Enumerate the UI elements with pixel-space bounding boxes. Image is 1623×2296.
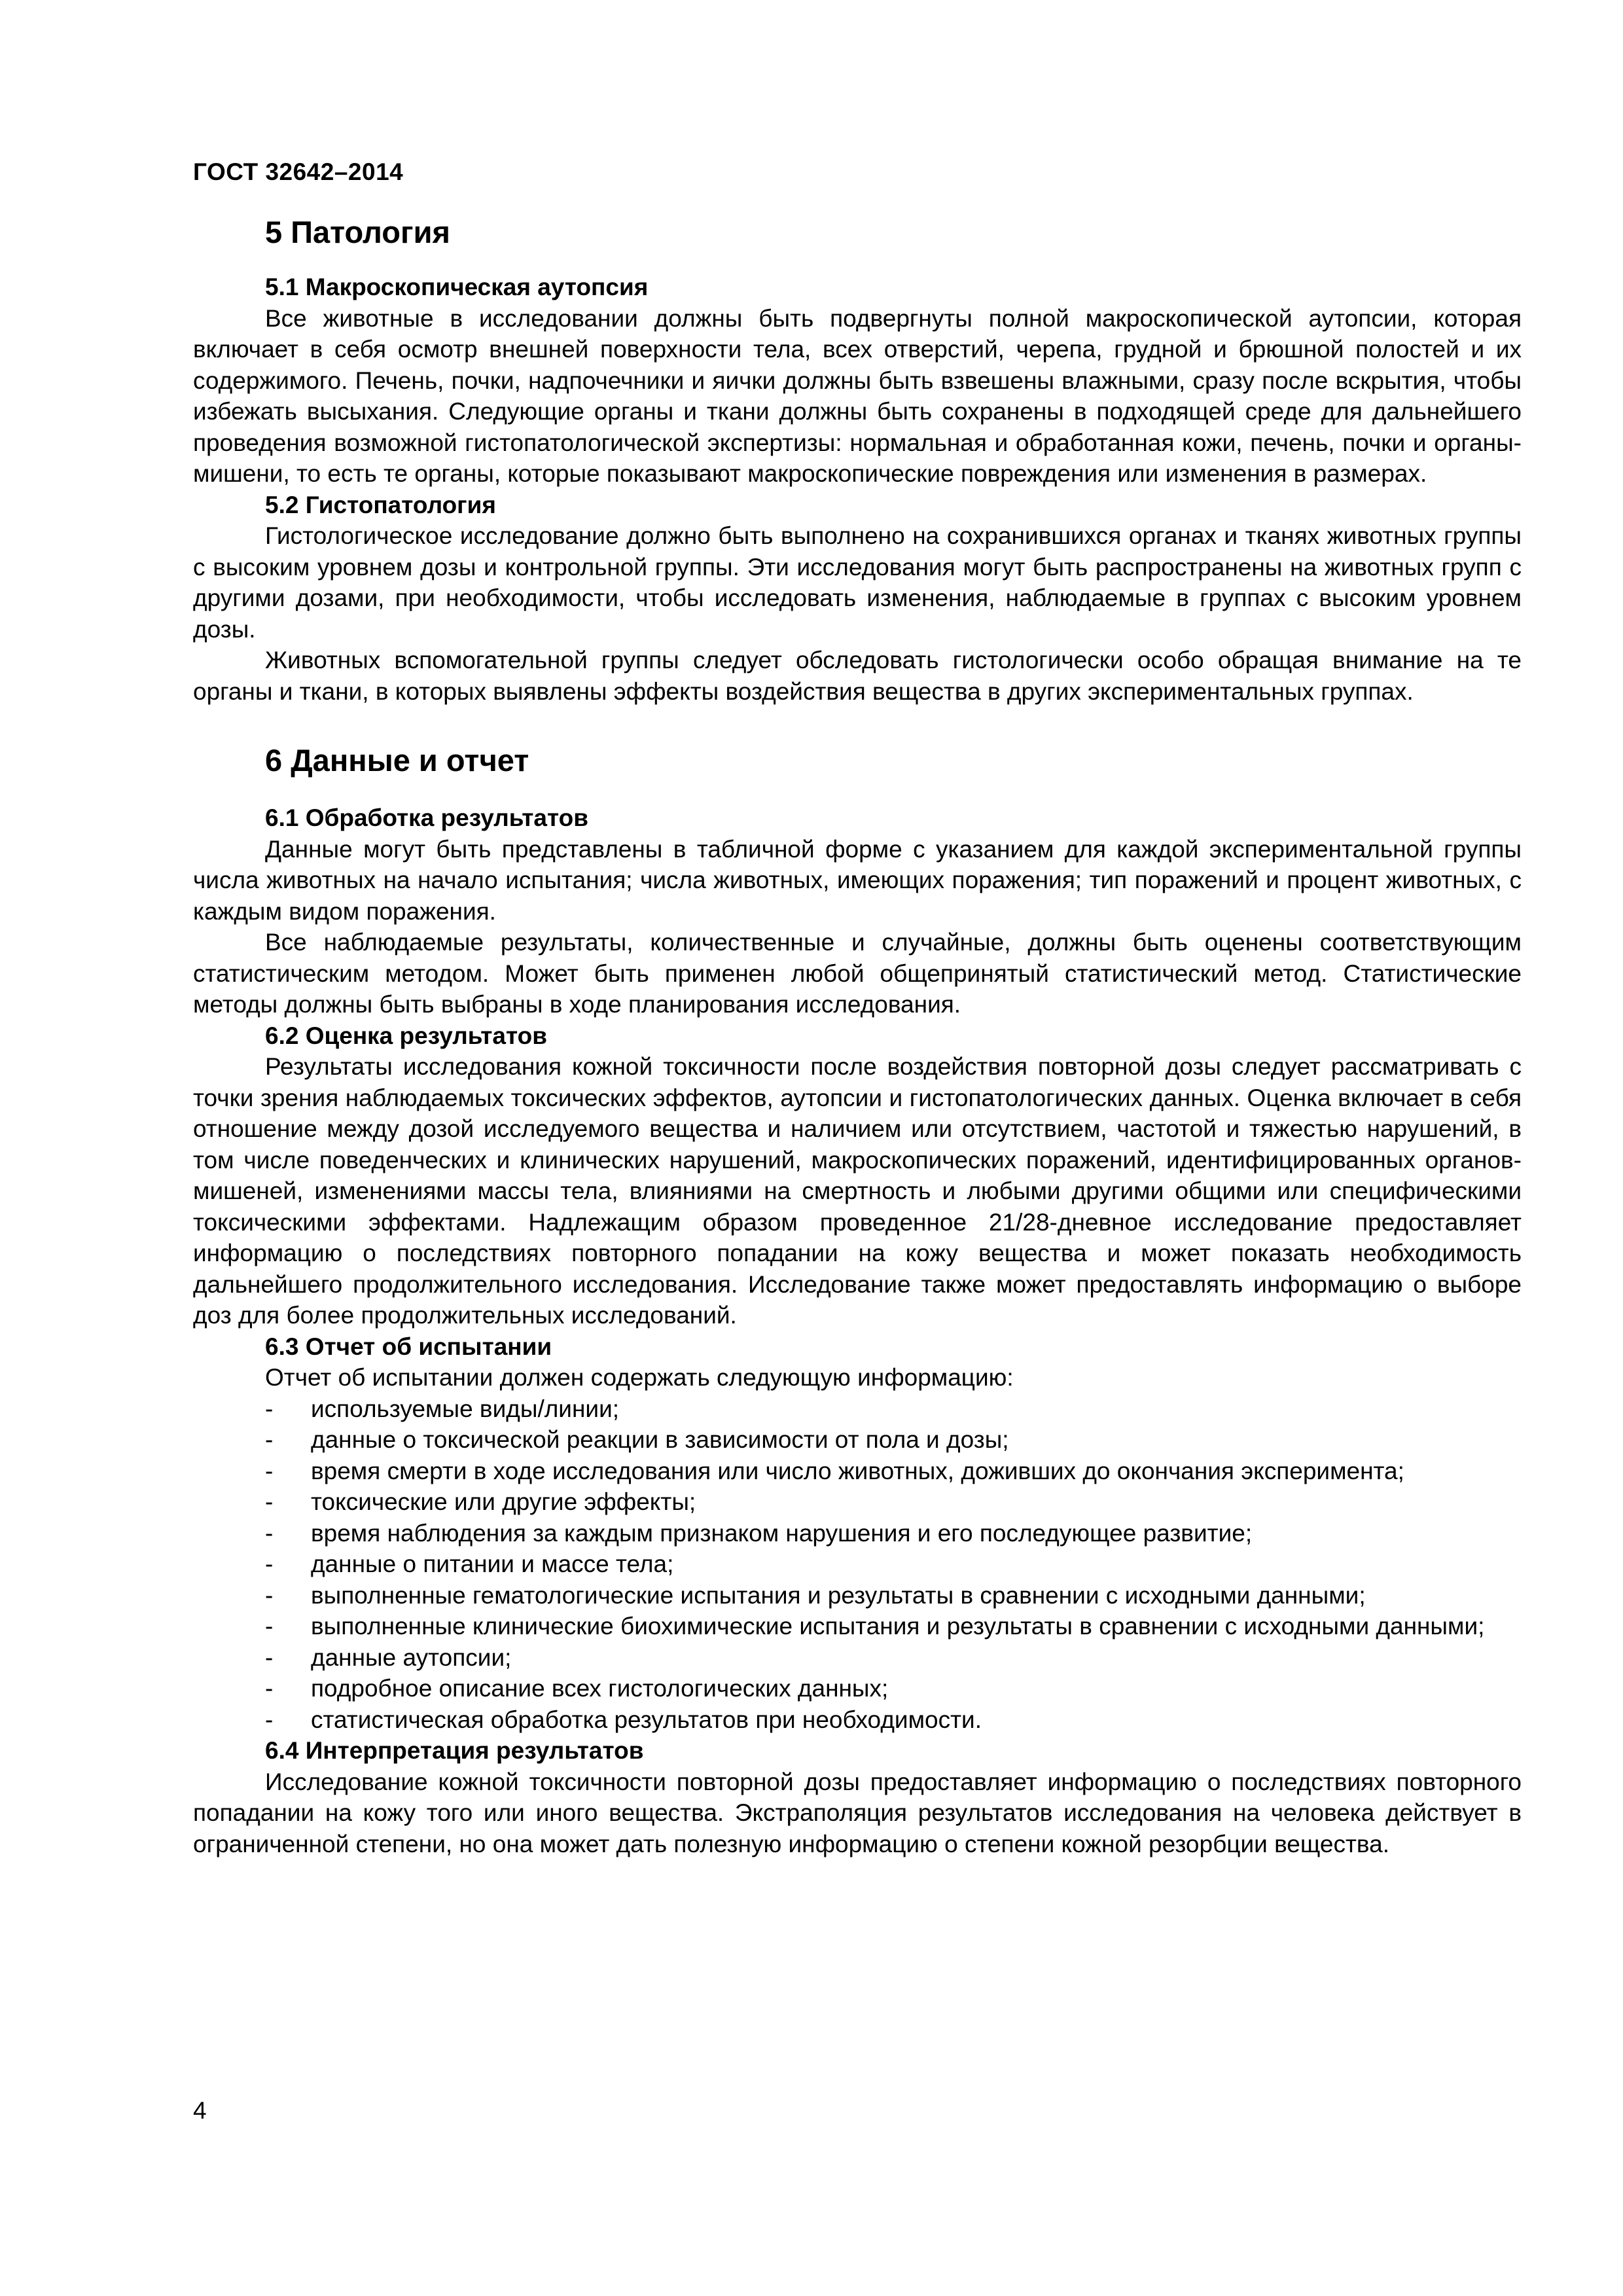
list-item-text: время наблюдения за каждым признаком нарушения и его последующее развитие; bbox=[311, 1519, 1253, 1547]
list-item-text: используемые виды/линии; bbox=[311, 1395, 620, 1422]
list-item bbox=[193, 1456, 1522, 1487]
dash-bullet: - bbox=[265, 1581, 274, 1609]
paragraph-5-2-1: Гистологическое исследование должно быть выполнено на сохранившихся органах и тканях животных группы с высоким уровнем дозы и контрольной группы. Эти исследования могут быть распространены на животных групп с другими дозами, при необходимости, чтобы исследовать изменения, наблюдаемые в группах с высоким уровнем дозы. bbox=[193, 522, 1522, 643]
list-item bbox=[193, 1393, 1522, 1425]
dash-bullet: - bbox=[265, 1706, 274, 1733]
list-item bbox=[193, 1424, 1522, 1456]
section-5-heading: 5 Патология bbox=[265, 215, 450, 249]
section-6-heading: 6 Данные и отчет bbox=[265, 743, 529, 778]
paragraph-6-3-intro: Отчет об испытании должен содержать следующую информацию: bbox=[265, 1364, 1014, 1391]
subsection-5-2-heading: 5.2 Гистопатология bbox=[265, 491, 496, 518]
dash-bullet: - bbox=[265, 1488, 274, 1515]
list-item-text: данные о токсической реакции в зависимости от пола и дозы; bbox=[311, 1426, 1009, 1453]
dash-bullet: - bbox=[265, 1395, 274, 1422]
list-item-text: выполненные клинические биохимические испытания и результаты в сравнении с исходными данными; bbox=[311, 1613, 1485, 1640]
list-item bbox=[193, 1642, 1522, 1674]
document-body bbox=[193, 213, 1522, 1859]
list-item bbox=[193, 1580, 1522, 1611]
page-number: 4 bbox=[193, 2097, 207, 2124]
list-item bbox=[193, 1518, 1522, 1549]
report-requirements-list bbox=[193, 1393, 1522, 1736]
dash-bullet: - bbox=[265, 1426, 274, 1453]
dash-bullet: - bbox=[265, 1519, 274, 1547]
list-item-text: время смерти в ходе исследования или число животных, доживших до окончания эксперимента; bbox=[311, 1457, 1404, 1484]
dash-bullet: - bbox=[265, 1457, 274, 1484]
paragraph-6-1-2: Все наблюдаемые результаты, количественные и случайные, должны быть оценены соответствующим статистическим методом. Может быть применен любой общепринятый статистический метод. Статистические методы должны быть выбраны в ходе планирования исследования. bbox=[193, 929, 1522, 1018]
dash-bullet: - bbox=[265, 1613, 274, 1640]
paragraph-6-4-1: Исследование кожной токсичности повторной дозы предоставляет информацию о последствиях повторного попадании на кожу того или иного вещества. Экстраполяция результатов исследования на человека действует в ограниченной степени, но она может дать полезную информацию о степени кожной резорбции вещества. bbox=[193, 1768, 1522, 1857]
document-page bbox=[193, 0, 1522, 2296]
paragraph-6-1-1: Данные могут быть представлены в табличной форме с указанием для каждой экспериментальной группы числа животных на начало испытания; числа животных, имеющих поражения; тип поражений и процент животных, с каждым видом поражения. bbox=[193, 835, 1522, 925]
dash-bullet: - bbox=[265, 1643, 274, 1671]
paragraph-6-2-1: Результаты исследования кожной токсичности после воздействия повторной дозы следует рассматривать с точки зрения наблюдаемых токсических эффектов, аутопсии и гистопатологических данных. Оценка включает в себя отношение между дозой исследуемого вещества и наличием или отсутствием, частотой и тяжестью нарушений, в том числе поведенческих и клинических нарушений, макроскопических поражений, идентифицированных органов-мишеней, изменениями массы тела, влияниями на смертность и любыми другими общими или специфическими токсическими эффектами. Надлежащим образом проведенное 21/28-дневное исследование предоставляет информацию о последствиях повторного попадании на кожу вещества и может показать необходимость дальнейшего продолжительного исследования. Исследование также может предоставлять информацию о выборе доз для более продолжительных исследований. bbox=[193, 1053, 1522, 1329]
list-item bbox=[193, 1611, 1522, 1642]
list-item-text: токсические или другие эффекты; bbox=[311, 1488, 696, 1515]
list-item bbox=[193, 1704, 1522, 1736]
subsection-6-4-heading: 6.4 Интерпретация результатов bbox=[265, 1737, 644, 1764]
subsection-6-1-heading: 6.1 Обработка результатов bbox=[265, 804, 588, 831]
document-id: ГОСТ 32642–2014 bbox=[193, 158, 404, 185]
subsection-6-2-heading: 6.2 Оценка результатов bbox=[265, 1022, 547, 1049]
list-item bbox=[193, 1486, 1522, 1518]
list-item bbox=[193, 1673, 1522, 1704]
paragraph-5-2-2: Животных вспомогательной группы следует обследовать гистологически особо обращая внимание на те органы и ткани, в которых выявлены эффекты воздействия вещества в других экспериментальных группах. bbox=[193, 647, 1522, 705]
list-item-text: подробное описание всех гистологических данных; bbox=[311, 1675, 889, 1702]
paragraph-5-1-1: Все животные в исследовании должны быть подвергнуты полной макроскопической аутопсии, которая включает в себя осмотр внешней поверхности тела, всех отверстий, черепа, грудной и брюшной полостей и их содержимого. Печень, почки, надпочечники и яички должны быть взвешены влажными, сразу после вскрытия, чтобы избежать высыхания. Следующие органы и ткани должны быть сохранены в подходящей среде для дальнейшего проведения возможной гистопатологической экспертизы: нормальная и обработанная кожи, печень, почки и органы-мишени, то есть те органы, которые показывают макроскопические повреждения или изменения в размерах. bbox=[193, 304, 1522, 487]
dash-bullet: - bbox=[265, 1675, 274, 1702]
subsection-5-1-heading: 5.1 Макроскопическая аутопсия bbox=[265, 274, 649, 300]
dash-bullet: - bbox=[265, 1551, 274, 1577]
subsection-6-3-heading: 6.3 Отчет об испытании bbox=[265, 1333, 552, 1360]
list-item-text: статистическая обработка результатов при необходимости. bbox=[311, 1706, 982, 1733]
list-item-text: данные о питании и массе тела; bbox=[311, 1551, 674, 1577]
list-item-text: выполненные гематологические испытания и результаты в сравнении с исходными данными; bbox=[311, 1581, 1366, 1609]
list-item-text: данные аутопсии; bbox=[311, 1643, 512, 1671]
list-item bbox=[193, 1549, 1522, 1580]
